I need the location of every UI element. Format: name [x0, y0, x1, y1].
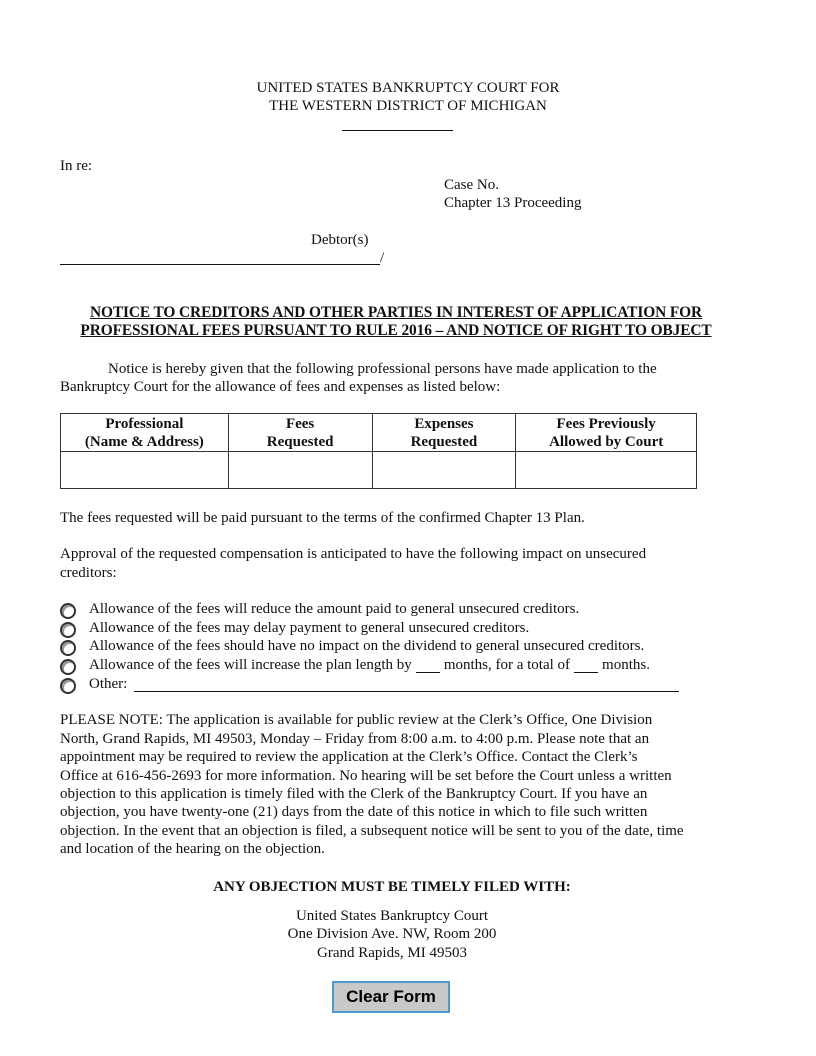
option-label: months, for a total of: [443, 657, 571, 673]
option-label: Allowance of the fees will increase the plan length by: [89, 657, 412, 673]
fees-previously-allowed-cell[interactable]: [516, 452, 697, 489]
option-label: Other:: [89, 676, 128, 692]
header-text: Fees Previously: [556, 415, 656, 432]
column-header-fees-previously-allowed: [516, 414, 697, 452]
please-note-line-3: appointment may be required to review the application at the Clerk’s Office. Contact the Clerk’s: [60, 749, 638, 765]
please-note-line-8: and location of the hearing on the objection.: [60, 841, 325, 857]
impact-option-other: [60, 675, 679, 693]
court-address-line-1: United States Bankruptcy Court: [295, 908, 489, 924]
radio-delay[interactable]: [60, 622, 76, 638]
option-label: months.: [602, 657, 650, 673]
table-row: [61, 452, 697, 489]
notice-title-line-1: NOTICE TO CREDITORS AND OTHER PARTIES IN INTEREST OF APPLICATION FOR: [89, 304, 703, 321]
debtor-name-line: [60, 264, 380, 265]
fees-paid-statement: The fees requested will be paid pursuant to the terms of the confirmed Chapter 13 Plan.: [60, 510, 585, 526]
option-label: Allowance of the fees will reduce the amount paid to general unsecured creditors.: [89, 601, 580, 617]
impact-option-delay: [60, 619, 529, 637]
months-increase-field[interactable]: [416, 658, 440, 673]
radio-no-impact[interactable]: [60, 640, 76, 656]
please-note-line-5: objection to this application is timely filed with the Clerk of the Bankruptcy Court. If you have an: [60, 786, 648, 802]
please-note-line-1: PLEASE NOTE: The application is available for public review at the Clerk’s Office, One Division: [60, 712, 653, 728]
other-text-field[interactable]: [134, 677, 679, 692]
clear-form-button[interactable]: Clear Form: [332, 981, 450, 1013]
in-re-label: In re:: [60, 158, 93, 174]
intro-line-2: Bankruptcy Court for the allowance of fees and expenses as listed below:: [60, 379, 501, 395]
please-note-line-2: North, Grand Rapids, MI 49503, Monday – Friday from 8:00 a.m. to 4:00 p.m. Please note that an: [60, 731, 650, 747]
header-text: Requested: [266, 433, 334, 450]
header-text: Fees: [285, 415, 315, 432]
column-header-professional: [61, 414, 229, 452]
approval-line-1: Approval of the requested compensation is anticipated to have the following impact on unsecured: [60, 546, 647, 562]
option-label: Allowance of the fees may delay payment to general unsecured creditors.: [89, 620, 530, 636]
fees-table-header-row: [61, 414, 697, 452]
radio-increase-length[interactable]: [60, 659, 76, 675]
header-text: Allowed by Court: [549, 433, 664, 450]
option-label: Allowance of the fees should have no impact on the dividend to general unsecured creditors.: [89, 638, 645, 654]
court-address-line-3: Grand Rapids, MI 49503: [317, 945, 467, 961]
fees-table: [60, 413, 697, 489]
objection-heading: ANY OBJECTION MUST BE TIMELY FILED WITH:: [213, 879, 571, 895]
caption-slash: /: [380, 250, 385, 266]
please-note-line-6: objection, you have twenty-one (21) days from the date of this notice in which to file such written: [60, 804, 648, 820]
case-number-label: Case No.: [444, 177, 499, 193]
impact-option-increase-length: [60, 656, 650, 674]
months-total-field[interactable]: [574, 658, 598, 673]
column-header-expenses-requested: [372, 414, 516, 452]
impact-option-no-impact: [60, 637, 644, 655]
radio-reduce[interactable]: [60, 603, 76, 619]
impact-option-reduce: [60, 600, 579, 618]
chapter-label: Chapter 13 Proceeding: [444, 195, 582, 211]
expenses-requested-cell[interactable]: [372, 452, 516, 489]
court-name-line-2: THE WESTERN DISTRICT OF MICHIGAN: [269, 98, 547, 114]
intro-line-1: Notice is hereby given that the following professional persons have made application to the: [108, 361, 657, 377]
column-header-fees-requested: [228, 414, 372, 452]
court-name-line-1: UNITED STATES BANKRUPTCY COURT FOR: [256, 80, 560, 96]
notice-title-line-2: PROFESSIONAL FEES PURSUANT TO RULE 2016 – AND NOTICE OF RIGHT TO OBJECT: [80, 322, 712, 339]
radio-other[interactable]: [60, 678, 76, 694]
please-note-line-4: Office at 616-456-2693 for more information. No hearing will be set before the Court unless a written: [60, 768, 672, 784]
please-note-line-7: objection. In the event that an objection is filed, a subsequent notice will be sent to you of the date, time: [60, 823, 684, 839]
fees-requested-cell[interactable]: [228, 452, 372, 489]
court-address-line-2: One Division Ave. NW, Room 200: [287, 926, 497, 942]
header-rule: [342, 130, 453, 131]
header-text: (Name & Address): [84, 433, 204, 450]
approval-line-2: creditors:: [60, 565, 117, 581]
debtors-label: Debtor(s): [311, 232, 369, 248]
header-text: Professional: [105, 415, 184, 432]
header-text: Expenses: [414, 415, 474, 432]
header-text: Requested: [410, 433, 478, 450]
professional-cell[interactable]: [61, 452, 229, 489]
